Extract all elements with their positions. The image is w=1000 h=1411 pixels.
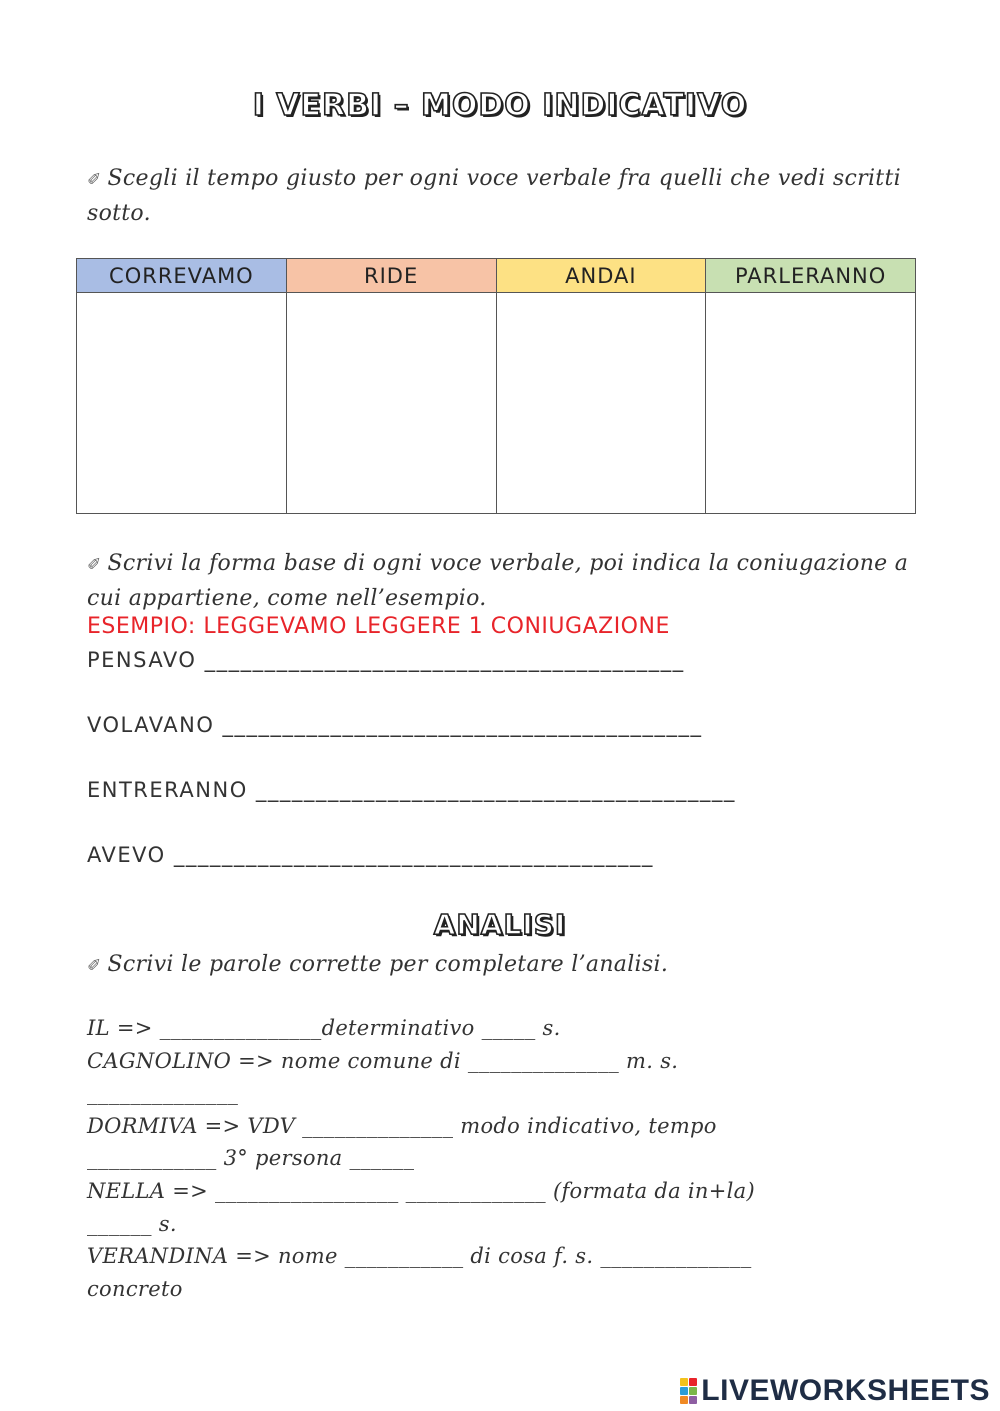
analysis-line-cagnolino[interactable]: CAGNOLINO => nome comune di ______________ m. s.: [87, 1048, 679, 1073]
verb-tense-table: [76, 258, 916, 514]
exercise-line-pensavo[interactable]: PENSAVO ________________________________________: [87, 648, 685, 672]
column-header-andai: ANDAI: [496, 259, 706, 293]
analysis-line-dormiva[interactable]: DORMIVA => VDV ______________ modo indicativo, tempo: [87, 1113, 717, 1138]
liveworksheets-logo-icon: [680, 1378, 697, 1404]
instruction-2: [87, 547, 917, 615]
analysis-block: [87, 1012, 927, 1305]
exercise-line-entreranno[interactable]: ENTRERANNO ________________________________________: [87, 778, 736, 802]
instruction-2-text: Scrivi la forma base di ogni voce verbale, poi indica la coniugazione a cui appartiene, come nell’esempio.: [87, 551, 909, 611]
analysis-line-verandina-cont[interactable]: concreto: [87, 1276, 183, 1301]
column-header-correvamo: CORREVAMO: [77, 259, 287, 293]
instruction-1-text: Scegli il tempo giusto per ogni voce verbale fra quelli che vedi scritti sotto.: [87, 166, 901, 226]
page-title: I VERBI – MODO INDICATIVO: [252, 88, 748, 123]
example-line: ESEMPIO: LEGGEVAMO LEGGERE 1 CONIUGAZIONE: [87, 614, 670, 639]
pencil-icon: ✐: [87, 956, 102, 976]
brand-text: LIVEWORKSHEETS: [701, 1374, 990, 1407]
instruction-1: [87, 162, 917, 230]
analysis-line-cagnolino-cont[interactable]: ______________: [87, 1081, 239, 1106]
column-header-ride: RIDE: [286, 259, 496, 293]
pencil-icon: ✐: [87, 170, 102, 190]
exercise-line-avevo[interactable]: AVEVO ________________________________________: [87, 843, 654, 867]
analysis-line-dormiva-cont[interactable]: ____________ 3° persona ______: [87, 1146, 415, 1171]
answer-cell-parleranno[interactable]: [706, 293, 916, 514]
answer-cell-ride[interactable]: [286, 293, 496, 514]
instruction-3: [87, 948, 917, 983]
section-heading-analisi: ANALISI: [433, 908, 567, 941]
pencil-icon: ✐: [87, 555, 102, 575]
analysis-line-verandina[interactable]: VERANDINA => nome ___________ di cosa f. s. ______________: [87, 1244, 752, 1269]
column-header-parleranno: PARLERANNO: [706, 259, 916, 293]
exercise-line-volavano[interactable]: VOLAVANO ________________________________________: [87, 713, 703, 737]
analysis-line-nella-cont[interactable]: ______ s.: [87, 1211, 177, 1236]
analysis-line-nella[interactable]: NELLA => _________________ _____________ (formata da in+la): [87, 1178, 755, 1203]
analysis-line-il[interactable]: IL => _______________determinativo _____ s.: [87, 1016, 561, 1040]
answer-cell-andai[interactable]: [496, 293, 706, 514]
liveworksheets-brand: [680, 1374, 990, 1408]
instruction-3-text: Scrivi le parole corrette per completare l’analisi.: [107, 952, 669, 977]
answer-cell-correvamo[interactable]: [77, 293, 287, 514]
